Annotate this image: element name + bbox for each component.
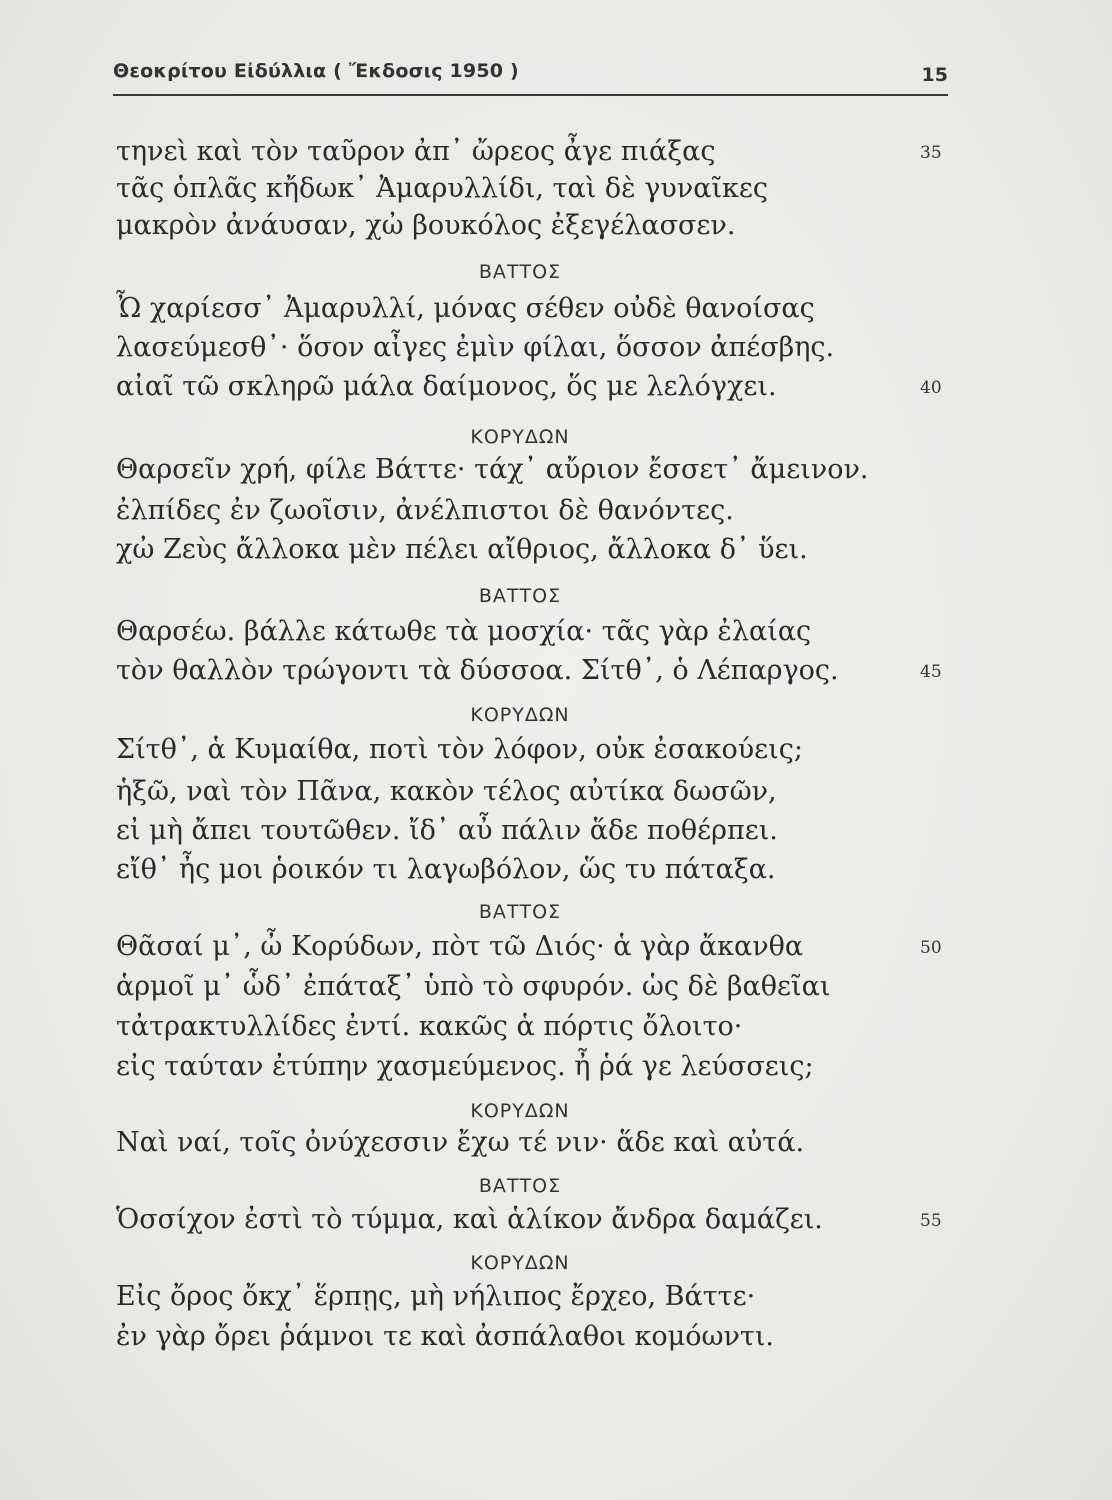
- speaker-row: [0, 255, 1112, 295]
- verse-row: [0, 1280, 1112, 1320]
- verse-line: χὠ Ζεὺς ἄλλοκα μὲν πέλει αἴθριος, ἄλλοκα δ᾽ ὕει.: [116, 534, 808, 565]
- verse-row: [0, 1010, 1112, 1050]
- verse-line: εἴθ᾽ ἦς μοι ῥοικόν τι λαγωβόλον, ὥς τυ πάταξα.: [116, 854, 776, 885]
- speaker-row: [0, 895, 1112, 935]
- speaker-name: ΚΟΡΥΔΩΝ: [470, 426, 570, 448]
- speaker-name: ΒΑΤΤΟΣ: [478, 261, 562, 283]
- speaker-name: ΚΟΡΥΔΩΝ: [470, 1100, 570, 1122]
- verse-line: τᾶς ὁπλᾶς κἤδωκ᾽ Ἀμαρυλλίδι, ταὶ δὲ γυναῖκες: [116, 173, 769, 204]
- verse-line: Θαρσέω. βάλλε κάτωθε τὰ μοσχία· τᾶς γὰρ ἐλαίας: [116, 616, 812, 647]
- verse-row: [0, 1320, 1112, 1360]
- verse-line: λασεύμεσθ᾽· ὅσον αἶγες ἐμὶν φίλαι, ὅσσον ἀπέσβης.: [116, 332, 835, 363]
- verse-line: εἰ μὴ ἄπει τουτῶθεν. ἴδ᾽ αὖ πάλιν ἅδε ποθέρπει.: [116, 815, 778, 846]
- line-number: 45: [920, 662, 942, 682]
- verse-row: [0, 209, 1112, 249]
- verse-line: ἐν γὰρ ὄρει ῥάμνοι τε καὶ ἀσπάλαθοι κομόωντι.: [116, 1321, 775, 1352]
- verse-row: [0, 494, 1112, 534]
- verse-row: [0, 453, 1112, 493]
- verse-line: ἐλπίδες ἐν ζωοῖσιν, ἀνέλπιστοι δὲ θανόντες.: [116, 495, 734, 526]
- verse-line: Θᾶσαί μ᾽, ὦ Κορύδων, πὸτ τῶ Διός· ἁ γὰρ ἄκανθα: [116, 931, 804, 962]
- line-number: 50: [920, 938, 942, 958]
- line-number: 55: [920, 1211, 942, 1231]
- verse-line: Ὦ χαρίεσσ᾽ Ἀμαρυλλί, μόνας σέθεν οὐδὲ θανοίσας: [116, 293, 815, 324]
- verse-row: [0, 135, 1112, 175]
- verse-row: [0, 615, 1112, 655]
- verse-line: εἰς ταύταν ἐτύπην χασμεύμενος. ἦ ῥά γε λεύσσεις;: [116, 1051, 814, 1082]
- verse-line: τηνεὶ καὶ τὸν ταῦρον ἀπ᾽ ὤρεος ἆγε πιάξας: [116, 136, 716, 167]
- verse-line: Ναὶ ναί, τοῖς ὀνύχεσσιν ἔχω τέ νιν· ἅδε καὶ αὐτά.: [116, 1127, 805, 1158]
- speaker-row: [0, 698, 1112, 738]
- verse-line: Θαρσεῖν χρή, φίλε Βάττε· τάχ᾽ αὔριον ἔσσετ᾽ ἄμεινον.: [116, 454, 869, 485]
- verse-row: [0, 814, 1112, 854]
- verse-row: [0, 172, 1112, 212]
- page-number: 15: [921, 64, 948, 86]
- verse-row: [0, 370, 1112, 410]
- verse-line: Εἰς ὄρος ὄκχ᾽ ἕρπῃς, μὴ νήλιπος ἔρχεο, Βάττε·: [116, 1281, 756, 1312]
- verse-row: [0, 853, 1112, 893]
- speaker-name: ΚΟΡΥΔΩΝ: [470, 1252, 570, 1274]
- verse-line: τἀτρακτυλλίδες ἐντί. κακῶς ἁ πόρτις ὄλοιτο·: [116, 1011, 743, 1042]
- verse-row: [0, 775, 1112, 815]
- verse-row: [0, 654, 1112, 694]
- verse-line: ἁρμοῖ μ᾽ ὧδ᾽ ἐπάταξ᾽ ὑπὸ τὸ σφυρόν. ὡς δὲ βαθεῖαι: [116, 971, 831, 1002]
- verse-row: [0, 1050, 1112, 1090]
- verse-row: [0, 1203, 1112, 1243]
- verse-row: [0, 930, 1112, 970]
- speaker-name: ΒΑΤΤΟΣ: [478, 585, 562, 607]
- verse-line: ἡξῶ, ναὶ τὸν Πᾶνα, κακὸν τέλος αὐτίκα δωσῶν,: [116, 776, 777, 807]
- verse-row: [0, 970, 1112, 1010]
- verse-row: [0, 733, 1112, 773]
- line-number: 35: [920, 143, 942, 163]
- verse-line: τὸν θαλλὸν τρώγοντι τὰ δύσσοα. Σίτθ᾽, ὁ Λέπαργος.: [116, 655, 839, 686]
- verse-line: αἰαῖ τῶ σκληρῶ μάλα δαίμονος, ὅς με λελόγχει.: [116, 371, 777, 402]
- verse-line: Ὁσσίχον ἐστὶ τὸ τύμμα, καὶ ἁλίκον ἄνδρα δαμάζει.: [116, 1204, 823, 1235]
- verse-line: Σίτθ᾽, ἁ Κυμαίθα, ποτὶ τὸν λόφον, οὐκ ἐσακούεις;: [116, 734, 803, 765]
- verse-row: [0, 1126, 1112, 1166]
- verse-row: [0, 533, 1112, 573]
- speaker-name: ΚΟΡΥΔΩΝ: [470, 704, 570, 726]
- speaker-row: [0, 579, 1112, 619]
- header-title: Θεοκρίτου Εἰδύλλια ( Ἔκδοσις 1950 ): [113, 60, 519, 82]
- verse-row: [0, 331, 1112, 371]
- speaker-name: ΒΑΤΤΟΣ: [478, 1175, 562, 1197]
- verse-line: μακρὸν ἀνάυσαν, χὠ βουκόλος ἐξεγέλασσεν.: [116, 210, 736, 241]
- speaker-name: ΒΑΤΤΟΣ: [478, 901, 562, 923]
- line-number: 40: [920, 378, 942, 398]
- verse-row: [0, 292, 1112, 332]
